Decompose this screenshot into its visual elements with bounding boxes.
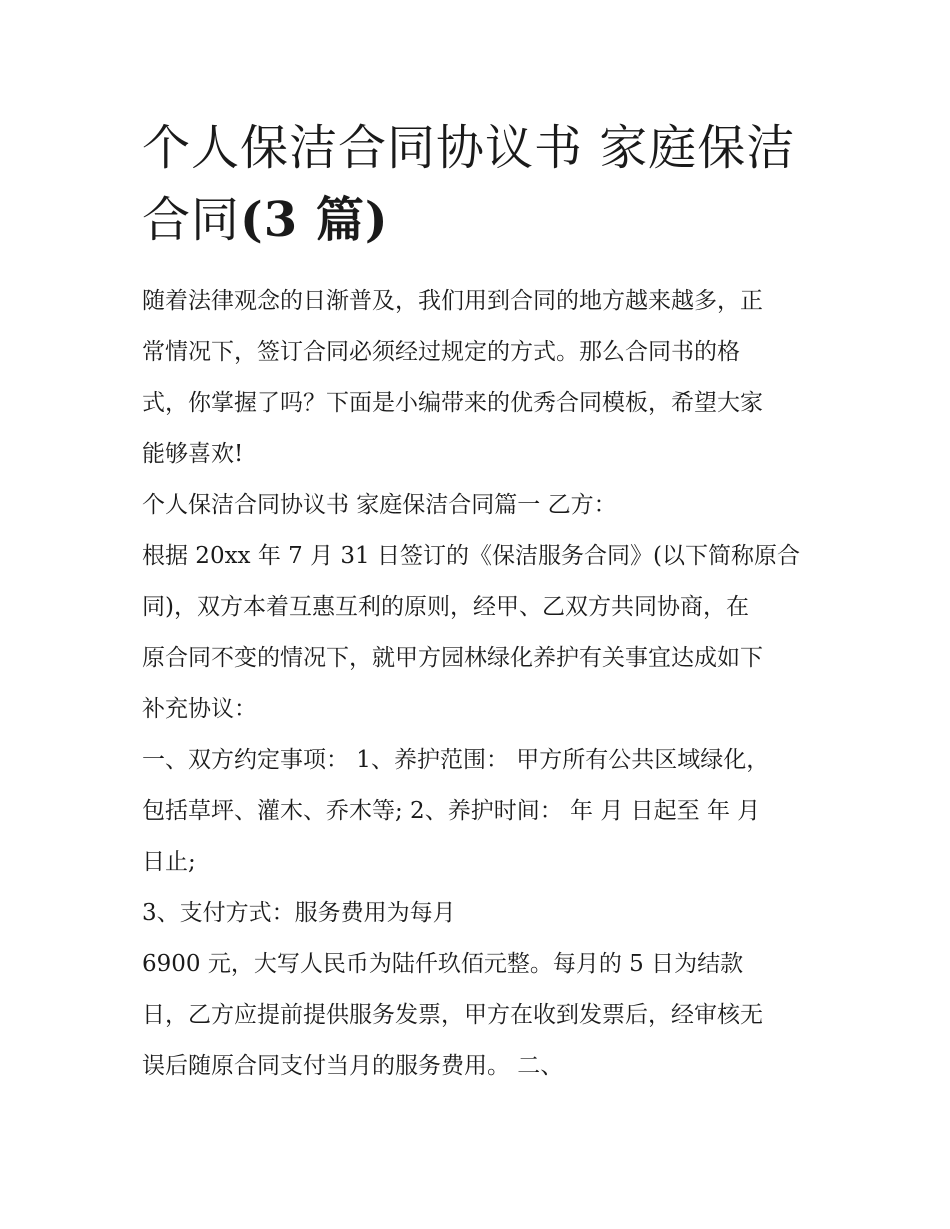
body-line: 误后随原合同支付当月的服务费用。 二、 <box>142 1053 564 1079</box>
body-line: 3、支付方式：服务费用为每月 <box>142 900 456 926</box>
title-line-2-prefix: 合同 <box>142 192 241 248</box>
body-line: 一、双方约定事项： 1、养护范围： 甲方所有公共区域绿化， <box>142 747 770 773</box>
body-line: 根据 20xx 年 7 月 31 日签订的《保洁服务合同》(以下简称原合 <box>142 543 800 569</box>
body-line: 原合同不变的情况下，就甲方园林绿化养护有关事宜达成如下 <box>142 645 763 671</box>
body-line: 日止; <box>142 849 196 875</box>
body-line: 日，乙方应提前提供服务发票，甲方在收到发票后，经审核无 <box>142 1002 763 1028</box>
body-line: 包括草坪、灌木、乔木等; 2、养护时间： 年 月 日起至 年 月 <box>142 798 761 824</box>
document-body <box>142 276 814 1092</box>
body-line: 同)，双方本着互惠互利的原则，经甲、乙双方共同协商，在 <box>142 594 749 620</box>
title-line-1: 个人保洁合同协议书 家庭保洁 <box>142 120 796 176</box>
document-title <box>142 112 822 256</box>
body-line: 常情况下，签订合同必须经过规定的方式。那么合同书的格 <box>142 339 740 365</box>
body-line: 能够喜欢! <box>142 441 244 467</box>
body-line: 补充协议： <box>142 696 257 722</box>
body-line: 式，你掌握了吗？下面是小编带来的优秀合同模板，希望大家 <box>142 390 763 416</box>
section-heading-line: 个人保洁合同协议书 家庭保洁合同篇一 乙方： <box>142 492 617 518</box>
body-line: 随着法律观念的日渐普及，我们用到合同的地方越来越多，正 <box>142 288 763 314</box>
body-line: 6900 元，大写人民币为陆仟玖佰元整。每月的 5 日为结款 <box>142 951 744 977</box>
title-line-2-count: (3 篇) <box>240 192 389 248</box>
